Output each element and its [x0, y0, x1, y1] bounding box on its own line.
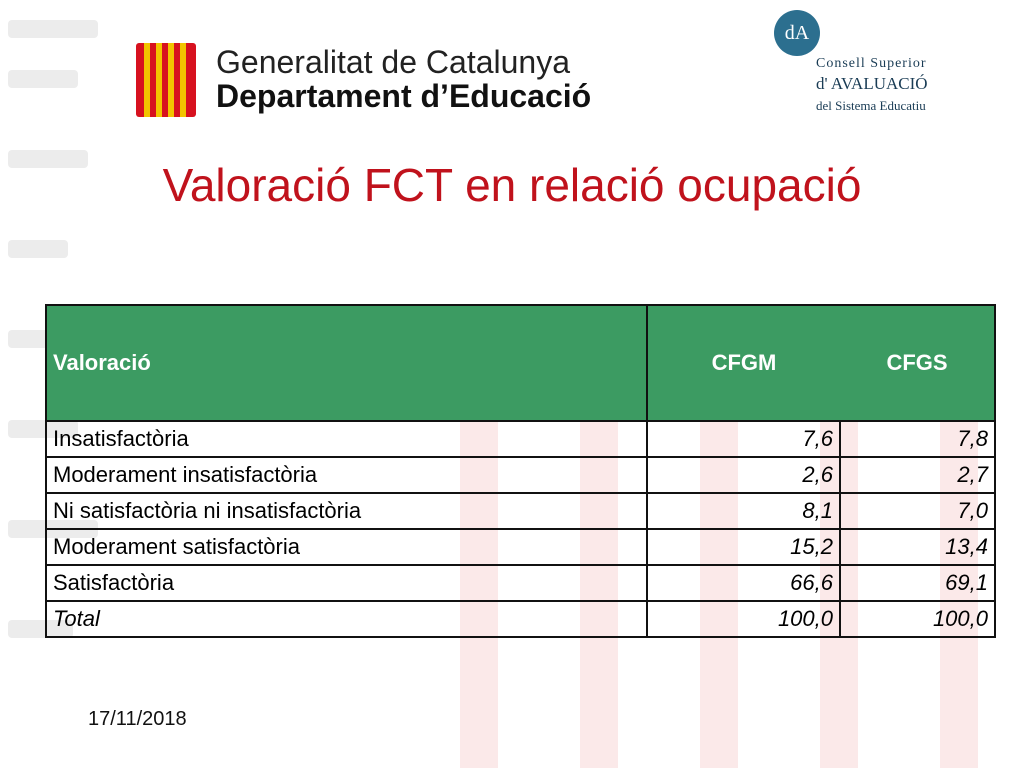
csa-line-1: Consell Superior — [816, 56, 927, 71]
csa-line-3: del Sistema Educatiu — [816, 98, 926, 113]
column-header-valoracio: Valoració — [46, 305, 647, 421]
cfgs-value: 69,1 — [840, 565, 995, 601]
footer-date: 17/11/2018 — [88, 708, 187, 730]
row-label: Moderament insatisfactòria — [46, 457, 647, 493]
csa-logo — [770, 10, 960, 120]
column-header-cfgm: CFGM — [647, 305, 840, 421]
cfgm-value: 100,0 — [647, 601, 840, 637]
cfgs-value: 7,0 — [840, 493, 995, 529]
table-row — [46, 457, 995, 493]
table-row — [46, 565, 995, 601]
csa-line-2: d' AVALUACIÓ — [816, 74, 928, 93]
row-label: Insatisfactòria — [46, 421, 647, 457]
row-label: Ni satisfactòria ni insatisfactòria — [46, 493, 647, 529]
cfgm-value: 2,6 — [647, 457, 840, 493]
cfgm-value: 8,1 — [647, 493, 840, 529]
row-label: Moderament satisfactòria — [46, 529, 647, 565]
cfgs-value: 7,8 — [840, 421, 995, 457]
cfgm-value: 7,6 — [647, 421, 840, 457]
table-header-row — [46, 305, 995, 421]
cfgm-value: 66,6 — [647, 565, 840, 601]
cfgs-value: 13,4 — [840, 529, 995, 565]
csa-monogram: dA — [774, 10, 820, 56]
cfgm-value: 15,2 — [647, 529, 840, 565]
gencat-name: Generalitat de Catalunya — [216, 44, 570, 81]
catalan-flag-shield-icon — [136, 43, 196, 117]
results-table — [45, 304, 996, 638]
table-row — [46, 421, 995, 457]
cfgs-value: 100,0 — [840, 601, 995, 637]
column-header-cfgs: CFGS — [840, 305, 995, 421]
row-label: Satisfactòria — [46, 565, 647, 601]
table-row — [46, 529, 995, 565]
page-title: Valoració FCT en relació ocupació — [162, 159, 862, 211]
generalitat-logo — [136, 40, 591, 120]
department-name: Departament d’Educació — [216, 78, 592, 114]
table-total-row — [46, 601, 995, 637]
cfgs-value: 2,7 — [840, 457, 995, 493]
table-row — [46, 493, 995, 529]
row-label: Total — [46, 601, 647, 637]
